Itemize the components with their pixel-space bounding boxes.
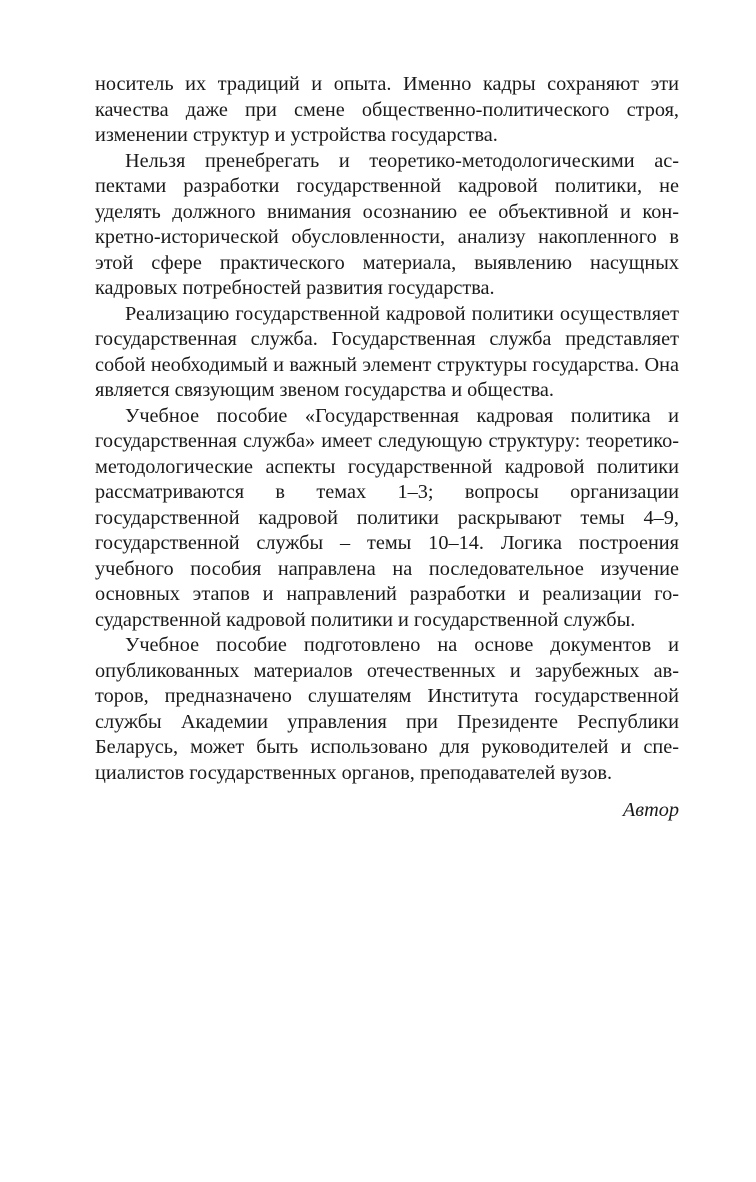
author-signature: Автор [622,799,679,821]
paragraph-continuation: носитель их традиций и опыта. Именно кадры сохраняют эти качества даже при смене общественно-политического строя, изменении структур и устройства государства. [95,73,679,146]
paragraph-methodology: Нельзя пренебрегать и теоретико-методологическими аспектами разработки государственной кадровой политики, не уделять должного внимания осознанию ее объективной и конкретно-исторической обусловленности, анализу накопленного в этой сфере практического материала, выявлению насущных кадровых потребностей развития государства. [95,149,679,299]
paragraph-structure: Учебное пособие «Государственная кадровая политика и государственная служба» имеет следующую структуру: теоретико-методологические аспекты государственной кадровой политики рассматриваются в темах 1–3; вопросы организации государственной кадровой политики раскрывают темы 4–9, государственной службы – темы 10–14. Логика построения учебного пособия направлена на последовательное изучение основных этапов и направлений разработки и реализации государственной кадровой политики и государственной службы. [95,404,679,631]
paragraph-civil-service: Реализацию государственной кадровой политики осуществляет государственная служба. Государственная служба представляет собой необходимый и важный элемент структуры государства. Она является связующим звеном государства и общества. [95,302,679,401]
paragraph-audience: Учебное пособие подготовлено на основе документов и опубликованных материалов отечественных и зарубежных авторов, предназначено слушателям Института государственной службы Академии управления при Президенте Республики Беларусь, может быть использовано для руководителей и специалистов государственных органов, преподавателей вузов. [95,634,679,784]
document-page [95,72,679,824]
